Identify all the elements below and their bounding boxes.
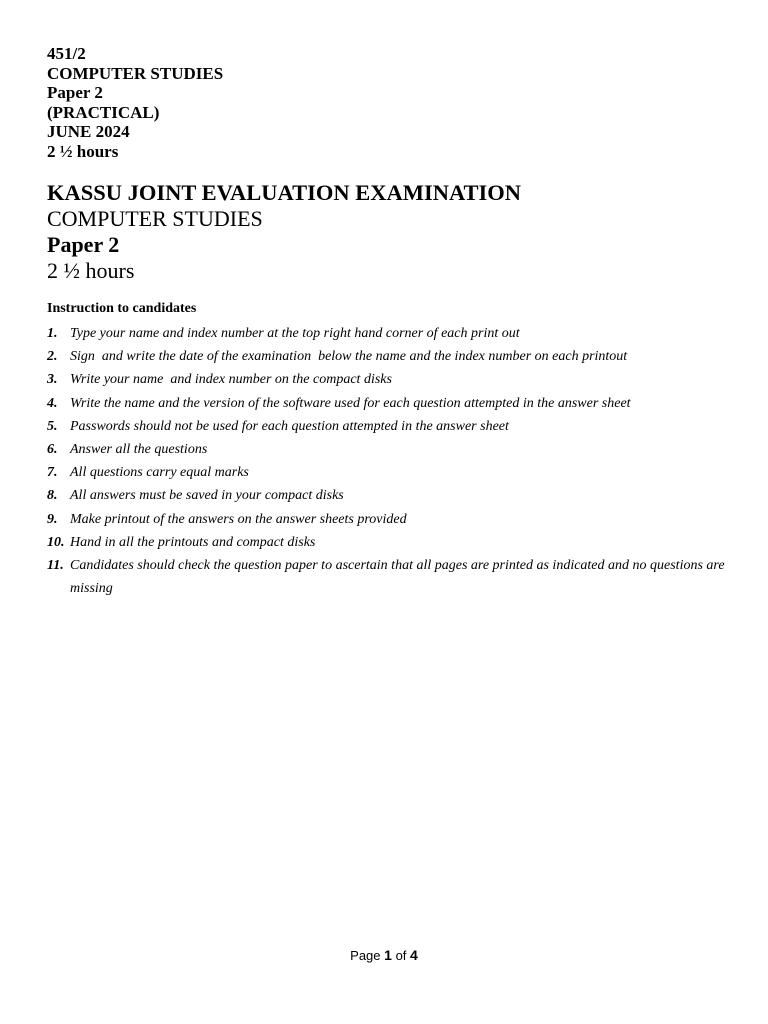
instruction-text: Write the name and the version of the software used for each question attempted in the answer sheet [70, 395, 631, 411]
instruction-text: Candidates should check the question paper to ascertain that all pages are printed as indicated and no questions are missing [70, 558, 729, 597]
instruction-number: 10. [47, 534, 65, 550]
instruction-text: All answers must be saved in your compact disks [70, 488, 344, 504]
duration-title: 2 ½ hours [47, 258, 135, 283]
instruction-text: Passwords should not be used for each question attempted in the answer sheet [70, 418, 509, 434]
instruction-text: Answer all the questions [70, 442, 208, 458]
instruction-item [47, 484, 727, 507]
current-page-number: 1 [384, 947, 392, 963]
instruction-number: 7. [47, 465, 58, 481]
instruction-number: 1. [47, 326, 58, 341]
instruction-item [47, 554, 727, 600]
instruction-item [47, 531, 727, 554]
instruction-list [47, 322, 727, 600]
header-paper: Paper 2 [47, 83, 103, 103]
total-pages-number: 4 [410, 947, 418, 963]
instruction-item [47, 415, 727, 438]
instruction-item [47, 461, 727, 484]
header-paper-type: (PRACTICAL) [47, 102, 160, 122]
instruction-text: Type your name and index number at the top right hand corner of each print out [70, 326, 520, 341]
page-footer [0, 945, 768, 966]
page-word: Page [350, 948, 381, 963]
instruction-item [47, 322, 727, 345]
instruction-item [47, 392, 727, 415]
exam-title-block [47, 180, 521, 283]
exam-title: KASSU JOINT EVALUATION EXAMINATION [47, 180, 522, 205]
paper-title: Paper 2 [47, 232, 120, 257]
instruction-item [47, 345, 727, 368]
instruction-text: Sign and write the date of the examination below the name and the index number on each printout [70, 349, 628, 365]
header-duration: 2 ½ hours [47, 141, 119, 161]
instruction-number: 3. [47, 372, 58, 388]
instruction-text: Hand in all the printouts and compact disks [70, 534, 316, 550]
instruction-item [47, 438, 727, 461]
instruction-number: 9. [47, 511, 58, 527]
instruction-number: 11. [47, 558, 64, 574]
instruction-text: Make printout of the answers on the answer sheets provided [70, 511, 407, 527]
instructions-heading: Instruction to candidates [47, 301, 197, 316]
instruction-number: 6. [47, 442, 58, 458]
instruction-item [47, 368, 727, 391]
instruction-text: All questions carry equal marks [70, 465, 249, 481]
paper-header [47, 44, 223, 162]
instruction-text: Write your name and index number on the compact disks [70, 372, 392, 388]
instruction-number: 8. [47, 488, 58, 504]
instruction-number: 2. [47, 349, 58, 365]
of-word: of [395, 948, 407, 963]
instructions-section [47, 299, 727, 600]
paper-code: 451/2 [47, 44, 86, 63]
instruction-number: 5. [47, 418, 58, 434]
header-date: JUNE 2024 [47, 122, 130, 142]
instruction-item [47, 508, 727, 531]
subject-title: COMPUTER STUDIES [47, 206, 263, 231]
header-subject: COMPUTER STUDIES [47, 63, 224, 83]
instruction-number: 4. [47, 395, 58, 411]
